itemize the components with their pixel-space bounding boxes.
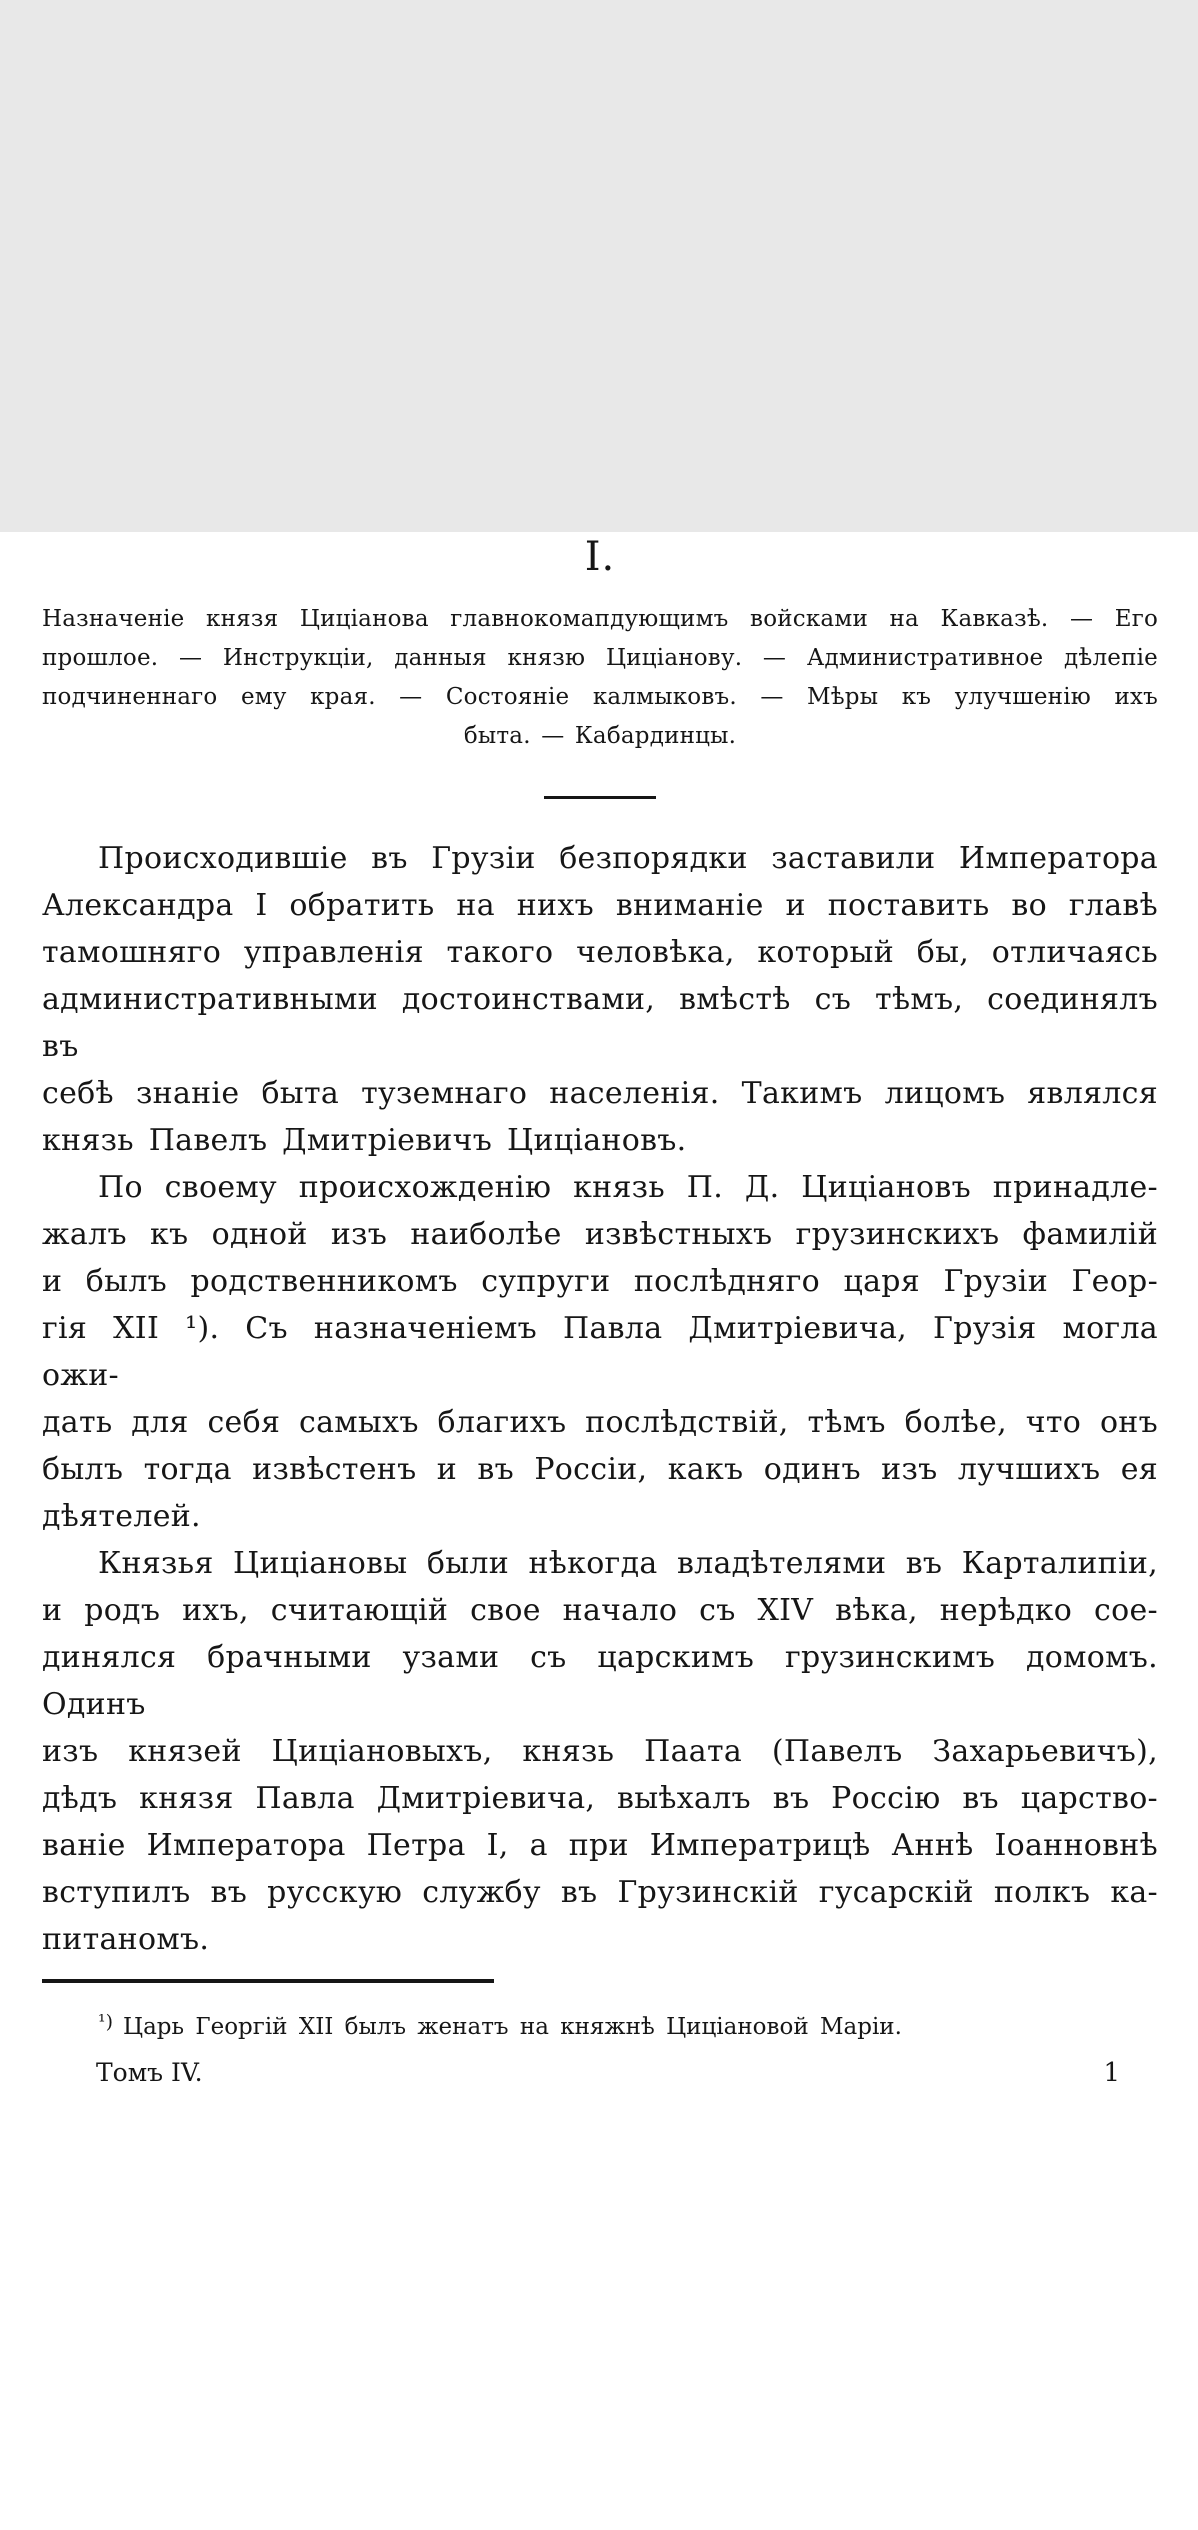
- body-line: вступилъ въ русскую службу въ Грузинскій гусарскій полкъ ка-: [42, 1875, 1158, 1910]
- body-paragraph: [42, 1540, 1158, 1963]
- body-line: Происходившіе въ Грузіи безпорядки заставили Императора: [98, 841, 1158, 876]
- body-line: и былъ родственникомъ супруги послѣдняго царя Грузіи Геор-: [42, 1264, 1158, 1299]
- summary-line: Назначеніе князя Циціанова главнокомапдующимъ войсками на Кавказѣ. — Его: [42, 606, 1158, 632]
- body-line: былъ тогда извѣстенъ и въ Россіи, какъ одинъ изъ лучшихъ ея: [42, 1452, 1158, 1487]
- body-line: динялся брачными узами съ царскимъ грузинскимъ домомъ. Одинъ: [42, 1640, 1158, 1722]
- page-footer: [42, 2056, 1158, 2090]
- body-line: себѣ знаніе быта туземнаго населенія. Такимъ лицомъ являлся: [42, 1076, 1158, 1111]
- body-line: гія XII ¹). Съ назначеніемъ Павла Дмитріевича, Грузія могла ожи-: [42, 1311, 1158, 1393]
- body-line: дать для себя самыхъ благихъ послѣдствій, тѣмъ болѣе, что онъ: [42, 1405, 1158, 1440]
- body-line: Александра I обратить на нихъ вниманіе и поставить во главѣ: [42, 888, 1158, 923]
- body-line: князь Павелъ Дмитріевичъ Циціановъ.: [42, 1123, 687, 1158]
- body-paragraph: [42, 835, 1158, 1164]
- volume-label: Томъ IV.: [96, 2058, 203, 2087]
- section-divider-rule: [544, 796, 656, 799]
- body-line: жалъ къ одной изъ наиболѣе извѣстныхъ грузинскихъ фамилій: [42, 1217, 1158, 1252]
- body-line: дѣдъ князя Павла Дмитріевича, выѣхалъ въ Россію въ царство-: [42, 1781, 1158, 1816]
- body-line: и родъ ихъ, считающій свое начало съ XIV вѣка, нерѣдко сое-: [42, 1593, 1158, 1628]
- body-text: [42, 835, 1158, 1963]
- body-line: административными достоинствами, вмѣстѣ съ тѣмъ, соединялъ въ: [42, 982, 1158, 1064]
- body-line: дѣятелей.: [42, 1499, 201, 1534]
- body-paragraph: [42, 1164, 1158, 1540]
- footnote-marker: ¹): [98, 2011, 114, 2033]
- chapter-heading: I.: [584, 534, 616, 580]
- body-line: питаномъ.: [42, 1922, 210, 1957]
- body-line: тамошняго управленія такого человѣка, который бы, отличаясь: [42, 935, 1158, 970]
- footnote-text: Царь Георгій XII былъ женатъ на княжнѣ Циціановой Маріи.: [123, 2014, 902, 2040]
- body-line: изъ князей Циціановыхъ, князь Паата (Павелъ Захарьевичъ),: [42, 1734, 1158, 1769]
- body-line: ваніе Императора Петра I, а при Императрицѣ Аннѣ Іоанновнѣ: [42, 1828, 1158, 1863]
- footnote: [42, 2005, 1158, 2044]
- summary-line: прошлое. — Инструкціи, данныя князю Циціанову. — Административное дѣлепіе: [42, 645, 1158, 671]
- book-page: [0, 532, 1198, 2530]
- body-line: По своему происхожденію князь П. Д. Циціановъ принадле-: [98, 1170, 1158, 1205]
- body-line: Князья Циціановы были нѣкогда владѣтелями въ Карталипіи,: [98, 1546, 1158, 1581]
- page-number: 1: [1103, 2058, 1120, 2088]
- summary-line: быта. — Кабардинцы.: [463, 723, 737, 749]
- footnote-rule: [42, 1979, 494, 1983]
- chapter-summary: [42, 600, 1158, 756]
- summary-line: подчиненнаго ему края. — Состояніе калмыковъ. — Мѣры къ улучшенію ихъ: [42, 684, 1158, 710]
